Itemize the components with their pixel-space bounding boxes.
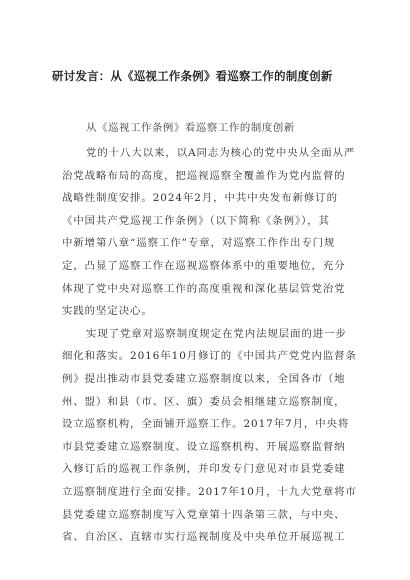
paragraph-line: 细化和落实。2016年10月修订的《中国共产党党内监督条 (62, 350, 357, 363)
paragraph-line: 实现了党章对巡察制度规定在党内法规层面的进一步 (86, 327, 347, 340)
paragraph-line: 立巡察制度进行全面安排。2017年10月，十九大党章将市 (62, 485, 357, 498)
paragraph-line: 入修订后的巡视工作条例，并印发专门意见对市县党委建 (62, 463, 346, 476)
paragraph-line: 设立巡察机构，全面铺开巡察工作。2017年7月，中央将 (62, 418, 350, 431)
document-title: 研讨发言：从《巡视工作条例》看巡察工作的制度创新 (52, 69, 333, 83)
paragraph-line: 治党战略布局的高度，把巡视巡察全覆盖作为党内监督的 (62, 169, 346, 182)
paragraph-line: 实践的坚定决心。 (62, 305, 153, 318)
paragraph-line: 战略性制度安排。2024年2月，中共中央发布新修订的 (62, 192, 338, 205)
paragraph-line: 县党委建立巡察制度写入党章第十四条第三款，与中央、 (62, 508, 346, 521)
document-body (62, 142, 357, 549)
paragraph-line: 州、盟）和县（市、区、旗）委员会相继建立巡察制度， (62, 395, 346, 408)
paragraph-line: 例》提出推动市县党委建立巡察制度以来，全国各市（地 (62, 372, 346, 385)
paragraph-line: 党的十八大以来，以A同志为核心的党中央从全面从严 (86, 147, 356, 159)
paragraph-line: 体现了党中央对巡察工作的高度重视和深化基层管党治党 (62, 282, 346, 295)
document-subtitle: 从《巡视工作条例》看巡察工作的制度创新 (86, 122, 295, 134)
paragraph-line: 中新增第八章“巡察工作”专章，对巡察工作作出专门规 (62, 237, 336, 250)
paragraph-2 (62, 323, 357, 549)
paragraph-line: 《中国共产党巡视工作条例》（以下简称《条例》），其 (62, 214, 330, 227)
paragraph-line: 省、自治区、直辖市实行巡视制度及中央单位开展巡视工 (62, 531, 346, 544)
paragraph-line: 市县党委建立巡察制度、设立巡察机构、开展巡察监督纳 (62, 440, 346, 453)
paragraph-1 (62, 142, 356, 323)
paragraph-line: 定，凸显了巡察工作在巡视巡察体系中的重要地位，充分 (62, 259, 346, 272)
